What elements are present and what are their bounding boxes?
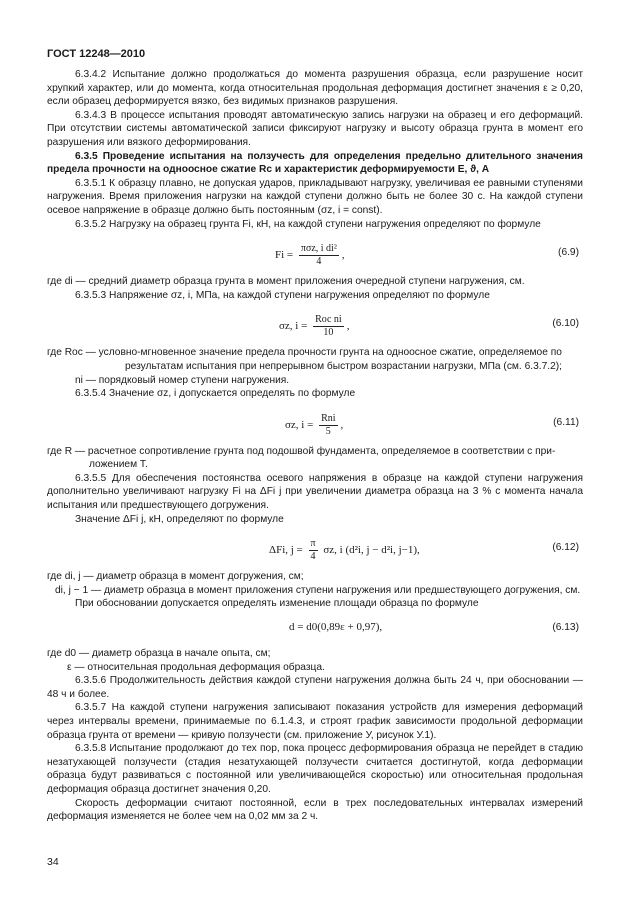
page-content: [47, 68, 583, 824]
paragraph: 6.3.4.3 В процессе испытания проводят автоматическую запись нагрузки на образец и его деформаций. При отсутствии системы автоматической записи фиксируют нагрузку и высоту образца грунта в момент его разрушения или вязкого деформирования.: [47, 109, 583, 148]
formula-number: (6.11): [553, 416, 579, 428]
formula-lhs: σz, i =: [285, 418, 317, 431]
paragraph: 6.3.5.2 Нагрузку на образец грунта Fi, кН, на каждой ступени нагружения определяют по формуле: [75, 218, 541, 230]
formula-6-9: Fi = $\frac{\text{πσz, i di²}}{4}$ , (6.9): [275, 243, 579, 268]
paragraph: 6.3.5.8 Испытание продолжают до тех пор, пока процесс деформирования образца не перейдет в стадию незатухающей ползучести (стадия незатухающей ползучести считается достигнутой, когда деформации образца будут развиваться с постоянной или увеличивающейся скоростью) или относительная продольная деформация образца достигнет значения 0,20.: [47, 743, 583, 795]
formula-lhs: σz, i =: [279, 320, 311, 333]
formula-lhs: Fi =: [275, 249, 296, 262]
definition-continuation: результатам испытания при непрерывном быстром возрастании нагрузки, МПа (см. 6.3.7.2);: [125, 360, 562, 372]
fraction: [319, 413, 337, 438]
formula-body: d = d0(0,89ε + 0,97),: [289, 621, 383, 634]
paragraph: 6.3.5.4 Значение σz, i допускается определять по формуле: [75, 388, 356, 400]
denominator: 5: [325, 425, 331, 437]
definition-continuation: ложением Т.: [89, 459, 148, 471]
denominator: 4: [310, 551, 316, 563]
page-number: 34: [47, 856, 59, 868]
denominator: 4: [316, 256, 322, 268]
paragraph: Скорость деформации считают постоянной, если в трех последовательных интервалах измерений деформация изменяется не более чем на 0,02 мм за 2 ч.: [47, 797, 583, 823]
document-header: ГОСТ 12248—2010: [47, 48, 146, 60]
definition: где di, j — диаметр образца в момент догружения, см;: [47, 571, 304, 583]
numerator: πσz, i di²: [300, 243, 337, 255]
formula-6-13: [47, 617, 583, 643]
numerator: Rос ni: [315, 314, 342, 326]
fraction: [309, 538, 318, 563]
paragraph: 6.3.5.5 Для обеспечения постоянства осевого напряжения в образце на каждой ступени нагружения дополнительно увеличивают нагрузку Fi на ΔFi j при увеличении диаметра образца на 3 % с момента начала испытания или предшествующего догружения.: [47, 472, 583, 512]
definition: где d0 — диаметр образца в начале опыта, см;: [47, 648, 271, 660]
denominator: 10: [323, 327, 334, 339]
definition: ni — порядковый номер ступени нагружения.: [75, 374, 290, 386]
fraction: [313, 314, 344, 339]
formula-number: (6.12): [552, 542, 579, 554]
formula-lhs: ΔFi, j =: [269, 544, 306, 557]
numerator: Rni: [321, 412, 336, 424]
formula-6-12: [47, 532, 583, 566]
paragraph: где di — средний диаметр образца грунта в момент приложения очередной ступени нагружения, см.: [47, 276, 525, 288]
numerator: π: [310, 538, 316, 550]
section-heading: 6.3.5 Проведение испытания на ползучесть для определения предельно длительного значения предела прочности на одноосное сжатие Rс и характеристик деформируемости E, ϑ, A: [47, 150, 583, 176]
formula-number: (6.10): [552, 318, 579, 330]
formula-number: (6.9): [558, 247, 579, 259]
formula-number: (6.13): [552, 622, 579, 634]
definition: di, j − 1 — диаметр образца в момент приложения ступени нагружения или предшествующего догружения, см.: [55, 584, 581, 596]
paragraph: При обосновании допускается определять изменение площади образца по формуле: [75, 598, 479, 610]
formula-rhs: σz, i (d²i, j − d²i, j−1),: [323, 544, 420, 557]
definition: ε — относительная продольная деформация образца.: [67, 661, 325, 673]
paragraph: Значение ΔFi j, кН, определяют по формуле: [75, 513, 284, 525]
definition: где R — расчетное сопротивление грунта под подошвой фундамента, определяемое в соответствии с при-: [47, 445, 556, 457]
formula-6-10: σz, i = $\frac{\text{Rос ni}}{10}$ , (6.10): [279, 314, 579, 339]
formula-6-11: σz, i = $\frac{\text{Rni}}{5}$ , (6.11): [285, 412, 579, 437]
definition: где Rос — условно-мгновенное значение предела прочности грунта на одноосное сжатие, определяемое по: [47, 347, 562, 359]
paragraph: 6.3.5.7 На каждой ступени нагружения записывают показания устройств для измерения деформаций через интервалы времени, принимаемые по 6.1.4.3, и строят график зависимости продольной деформации образца грунта от времени — кривую ползучести (см. приложение У, рисунок У.1).: [47, 702, 583, 741]
paragraph: 6.3.5.3 Напряжение σz, i, МПа, на каждой ступени нагружения определяют по формуле: [75, 289, 490, 301]
fraction: [299, 243, 339, 268]
paragraph: 6.3.4.2 Испытание должно продолжаться до момента разрушения образца, если разрушение носит хрупкий характер, или до момента, когда относительная продольная деформация достигнет значения ε ≥ 0,20, если образец деформируется вязко, без видимых признаков разрушения.: [47, 69, 583, 108]
paragraph: 6.3.5.6 Продолжительность действия каждой ступени нагружения должна быть 24 ч, при обосновании — 48 ч и более.: [47, 675, 583, 700]
paragraph: 6.3.5.1 К образцу плавно, не допуская ударов, прикладывают нагрузку, увеличивая ее равными ступенями нагружения. Время приложения нагрузки на каждой ступени должно быть не более 30 с. На каждой ступени осевое напряжение в образце должно быть постоянным (σz, i = const).: [47, 177, 583, 216]
